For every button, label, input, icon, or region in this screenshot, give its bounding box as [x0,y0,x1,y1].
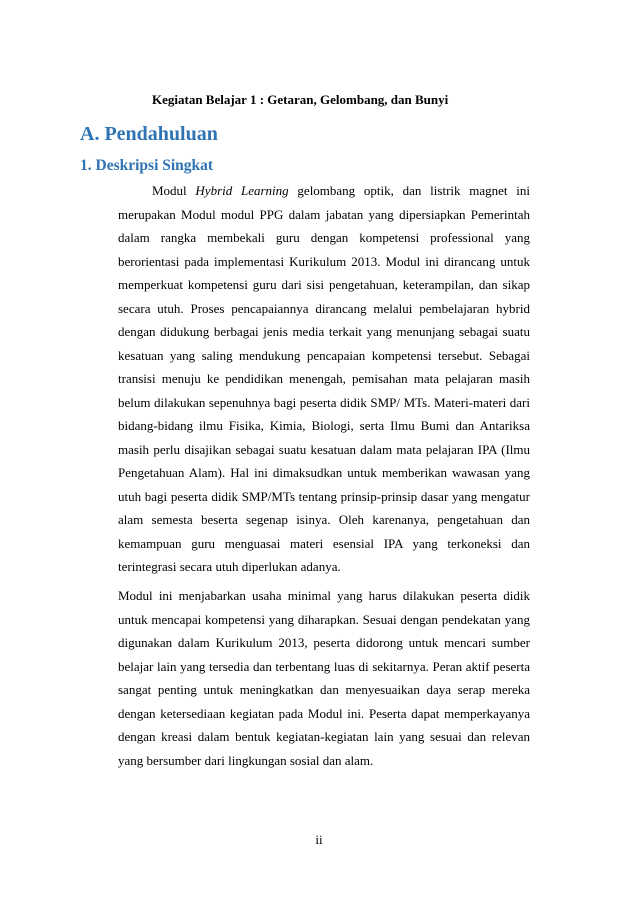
paragraph-description [118,179,530,579]
page-number: ii [315,832,323,847]
paragraph-italic-term: Hybrid Learning [195,183,289,198]
section-heading: A. Pendahuluan [80,123,218,145]
paragraph-rest: gelombang optik, dan listrik magnet ini merupakan Modul modul PPG dalam jabatan yang dipersiapkan Pemerintah dalam rangka membekali guru dengan kompetensi professional yang berorientasi pada implementasi Kurikulum 2013. Modul ini dirancang untuk memperkuat kompetensi guru dari sisi pengetahuan, keterampilan, dan sikap secara utuh. Proses pencapaiannya dirancang melalui pembelajaran hybrid dengan didukung berbagai jenis media terkait yang menunjang sebagai suatu kesatuan yang saling mendukung pencapaian kompetensi tersebut. Sebagai transisi menuju ke pendidikan menengah, pemisahan mata pelajaran masih belum dilakukan sepenuhnya bagi peserta didik SMP/ MTs. Materi-materi dari bidang-bidang ilmu Fisika, Kimia, Biologi, serta Ilmu Bumi dan Antariksa masih perlu disajikan sebagai suatu kesatuan dalam mata pelajaran IPA (Ilmu Pengetahuan Alam). Hal ini dimaksudkan untuk memberikan wawasan yang utuh bagi peserta didik SMP/MTs tentang prinsip-prinsip dasar yang mengatur alam semesta beserta segenap isinya. Oleh karenanya, pengetahuan dan kemampuan guru menguasai materi esensial IPA yang terkoneksi dan terintegrasi secara utuh diperlukan adanya. [118,183,530,574]
subsection-heading: 1. Deskripsi Singkat [80,157,214,174]
paragraph-start: Modul [152,183,196,198]
page-header: Kegiatan Belajar 1 : Getaran, Gelombang, dan Bunyi [152,92,449,107]
paragraph-module-usage: Modul ini menjabarkan usaha minimal yang harus dilakukan peserta didik untuk mencapai kompetensi yang diharapkan. Sesuai dengan pendekatan yang digunakan dalam Kurikulum 2013, peserta didorong untuk mencari sumber belajar lain yang tersedia dan terbentang luas di sekitarnya. Peran aktif peserta sangat penting untuk meningkatkan dan menyesuaikan daya serap mereka dengan ketersediaan kegiatan pada Modul ini. Peserta dapat memperkayanya dengan kreasi dalam bentuk kegiatan-kegiatan lain yang sesuai dan relevan yang bersumber dari lingkungan sosial dan alam. [118,588,530,768]
